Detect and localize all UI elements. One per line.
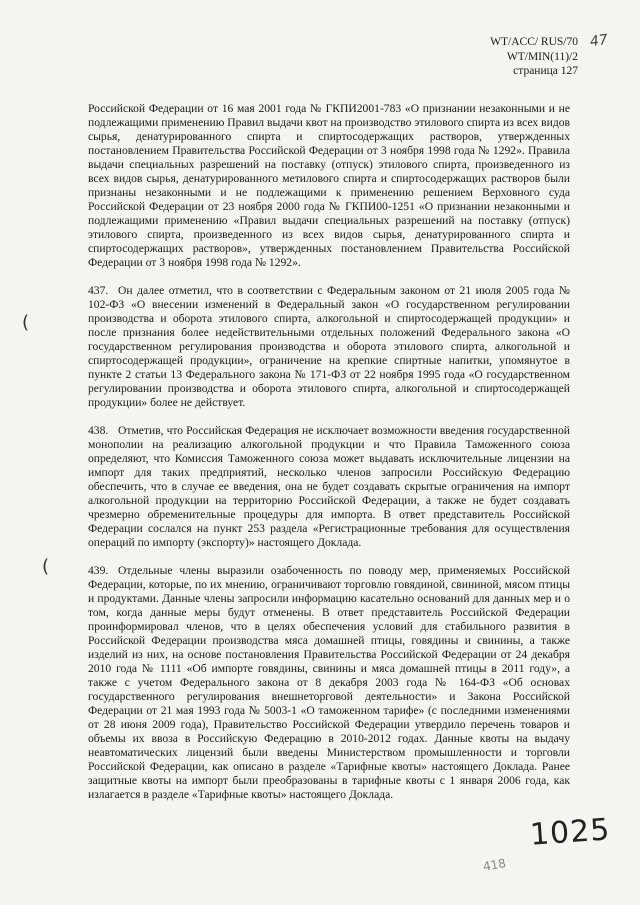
doc-symbol-2: WT/MIN(11)/2: [506, 50, 578, 63]
paragraph-number: 437.: [88, 284, 109, 297]
paragraph-439: [88, 564, 570, 802]
paragraph-437: [88, 284, 570, 410]
paragraph-number: 439.: [88, 564, 109, 577]
paragraph-number: 438.: [88, 424, 109, 437]
document-body: [88, 102, 570, 816]
document-header: [490, 35, 578, 79]
paragraph-text: Российской Федерации от 16 мая 2001 года № ГКПИ2001-783 «О признании незаконными и не подлежащими применению Правил выдачи квот на производство этилового спирта из всех видов сырья, денатурированного спирта и спиртосодержащих растворов, утвержденных постановлением Правительства Российской Федерации от 3 ноября 1998 года № 1292». Правила выдачи специальных разрешений на поставку (отпуск) этилового спирта, произведенного из всех видов сырья, денатурированного метилового спирта и спиртосодержащих растворов были признаны незаконными и не подлежащими к применению решением Верховного суда Российской Федерации от 23 ноября 2000 года № ГКПИ00-1251 «О признании незаконными и подлежащими применению «Правил выдачи специальных разрешений на поставку (отпуск) этилового спирта, произведенного из всех видов сырья, денатурированного спирта и спиртосодержащих растворов», утвержденных постановлением Правительства Российской Федерации от 3 ноября 1998 года № 1292».: [88, 102, 570, 269]
bottom-scribble: 418: [481, 856, 507, 874]
paragraph-438: [88, 424, 570, 550]
page-number: страница 127: [513, 65, 578, 77]
handwritten-page-stamp: 1025: [528, 812, 612, 853]
paragraph-continuation: [88, 102, 570, 270]
corner-handwritten-number: 47: [588, 31, 609, 51]
margin-mark: (: [22, 312, 30, 333]
paragraph-text: Он далее отметил, что в соответствии с Федеральным законом от 21 июля 2005 года № 102-ФЗ «О внесении изменений в Федеральный закон «О государственном регулировании производства и оборота этилового спирта, алкогольной и спиртосодержащей продукции» и после признания более недействительными отдельных положений Федерального закона «О государственном регулирования производства и оборота этилового спирта, алкогольной и спиртосодержащей продукции», ограничение на крепкие спиртные напитки, упомянутое в пункте 2 статьи 13 Федерального закона № 171-ФЗ от 22 ноября 1995 года «О государственном регулировании производства и оборота этилового спирта, алкогольной и спиртосодержащей продукции» более не действует.: [88, 284, 570, 409]
paragraph-text: Отметив, что Российская Федерация не исключает возможности введения государственной монополии на реализацию алкогольной продукции и что Правила Таможенного союза определяют, что Комиссия Таможенного союза может выдавать исключительные лицензии на импорт для таких предприятий, несколько членов запросили Российскую Федерацию обеспечить, что в случае ее введения, она не будет создавать скрытые ограничения на импорт алкогольной продукции на территорию Российской Федерации, а также не будет создавать чрезмерно обременительные процедуры для импорта. В ответ представитель Российской Федерации сослался на пункт 253 раздела «Регистрационные требования для осуществления операций по импорту (экспорту)» настоящего Доклада.: [88, 424, 570, 549]
paragraph-text: Отдельные члены выразили озабоченность по поводу мер, применяемых Российской Федерации, которые, по их мнению, ограничивают торговлю говядиной, свининой, мясом птицы и продуктами. Данные члены запросили информацию касательно оснований для данных мер и о том, когда данные меры будут отменены. В ответ представитель Российской Федерации проинформировал членов, что в целях обеспечения условий для стабильного развития в Российской Федерации производства мяса домашней птицы, говядины и свинины, а также изделий из них, на основе постановления Правительства Российской Федерации от 24 декабря 2010 года № 1111 «Об импорте говядины, свинины и мяса домашней птицы в 2011 году», а также с учетом Федерального закона от 8 декабря 2003 года № 164-ФЗ «Об основах государственного регулирования внешнеторговой деятельности» и Закона Российской Федерации от 21 мая 1993 года № 5003-1 «О таможенном тарифе» (с последними изменениями от 28 июня 2009 года), Правительство Российской Федерации утвердило перечень товаров и объемы их ввоза в Российскую Федерацию в 2010-2012 годах. Данные квоты на выдачу неавтоматических лицензий были введены Министерством промышленности и торговли Российской Федерации, как описано в разделе «Тарифные квоты» настоящего Доклада. Ранее защитные квоты на импорт были преобразованы в тарифные квоты с 1 января 2006 года, как излагается в разделе «Тарифные квоты» настоящего Доклада.: [88, 564, 570, 801]
doc-symbol-1: WT/ACC/ RUS/70: [490, 36, 578, 48]
margin-mark: (: [42, 556, 50, 577]
